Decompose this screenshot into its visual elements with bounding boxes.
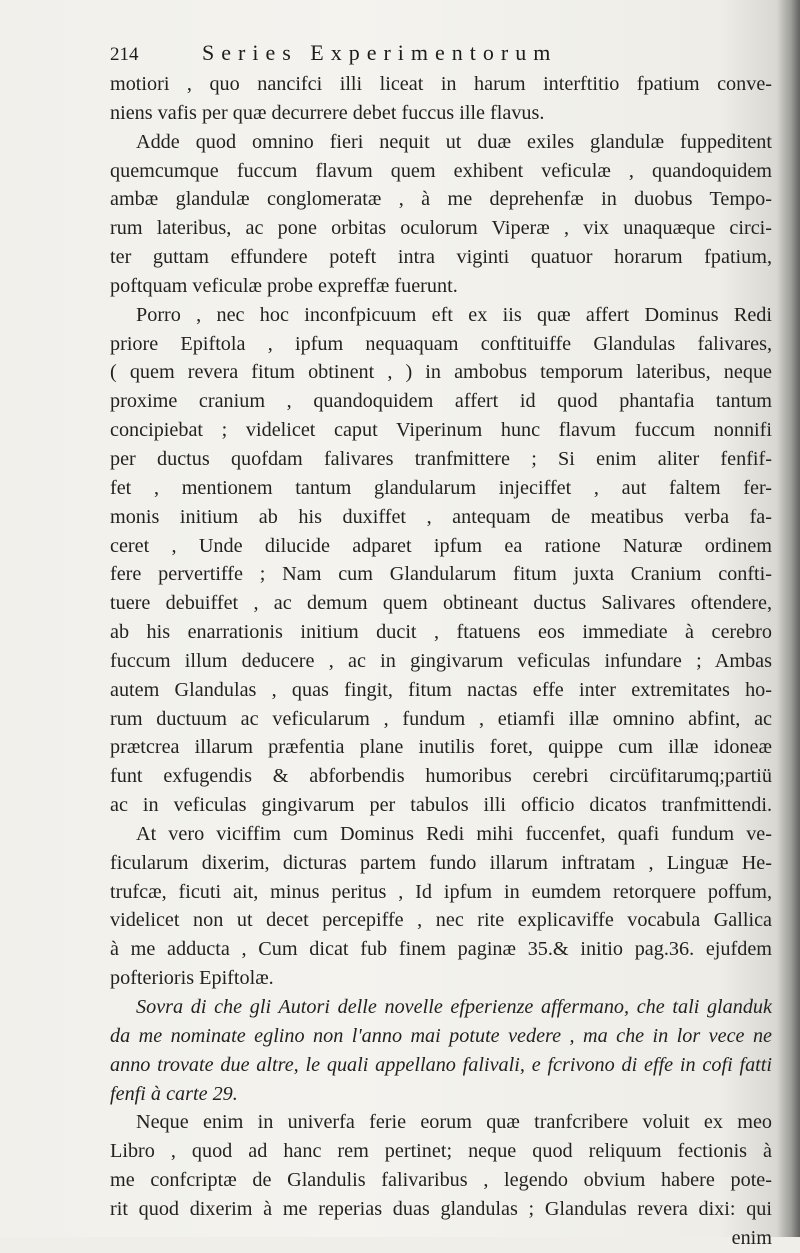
- text-line: rum lateribus, ac pone orbitas oculorum Viperæ , vix unaquæque circi-: [110, 217, 772, 240]
- text-line: funt exfugendis & abforbendis humoribus cerebri circüfitarumq;partiü: [110, 765, 772, 788]
- text-line: à me adducta , Cum dicat fub finem paginæ 35.& initio pag.36. ejufdem: [110, 938, 772, 961]
- text-line: pofterioris Epiftolæ.: [110, 967, 274, 990]
- text-line: motiori , quo nancifci illi liceat in harum interftitio fpatium conve-: [110, 73, 772, 95]
- text-line: prætcrea illarum præfentia plane inutilis foret, quippe cum illæ idoneæ: [110, 736, 772, 759]
- text-line: ab his enarrationis initium ducit , ftatuens eos immediate à cerebro: [110, 621, 772, 644]
- text-line: videlicet non ut decet percepiffe , nec rite explicaviffe vocabula Gallica: [110, 909, 772, 932]
- page-number: 214: [110, 44, 139, 65]
- text-line: ( quem revera fitum obtinent , ) in ambobus temporum lateribus, neque: [110, 361, 772, 384]
- text-line: tuere debuiffet , ac demum quem obtineant ductus Salivares oftendere,: [110, 592, 772, 615]
- running-title: Series Experimentorum: [202, 40, 558, 65]
- text-line: concipiebat ; videlicet caput Viperinum hunc flavum fuccum nonnifi: [110, 419, 772, 442]
- text-line: rit quod dixerim à me reperias duas glandulas ; Glandulas revera dixi: qui: [110, 1197, 772, 1220]
- text-line: trufcæ, ficuti ait, minus peritus , Id ipfum in eumdem retorquere poffum,: [110, 880, 772, 903]
- catchword: enim: [731, 1226, 772, 1249]
- text-line: priore Epiftola , ipfum nequaquam conftituiffe Glandulas falivares,: [110, 332, 772, 355]
- text-line: niens vafis per quæ decurrere debet fuccus ille flavus.: [110, 101, 545, 124]
- text-line: ac in veficulas gingivarum per tabulos illi officio dicatos tranfmittendi.: [110, 794, 772, 817]
- text-line: Adde quod omnino fieri nequit ut duæ exiles glandulæ fuppeditent: [136, 130, 772, 153]
- text-line: ambæ glandulæ conglomeratæ , à me deprehenfæ in duobus Tempo-: [110, 188, 772, 211]
- text-line: Neque enim in univerfa ferie eorum quæ tranfcribere voluit ex meo: [136, 1111, 772, 1134]
- italian-quote-line: da me nominate eglino non l'anno mai potute vedere , ma che in lor vece ne: [110, 1024, 772, 1047]
- text-line: monis initium ab his duxiffet , antequam de meatibus verba fa-: [110, 505, 772, 528]
- body-text: [110, 70, 772, 1253]
- text-line: Porro , nec hoc inconfpicuum eft ex iis quæ affert Dominus Redi: [136, 303, 772, 326]
- italian-quote-line: Sovra di che gli Autori delle novelle efperienze affermano, che tali glanduk: [136, 996, 772, 1018]
- text-line: rum ductuum ac veficularum , fundum , etiamfi illæ omnino abfint, ac: [110, 707, 772, 730]
- page-header: [110, 40, 770, 72]
- italian-quote-line: anno trovate due altre, le quali appellano falivali, e fcrivono di effe in cofi fatti: [110, 1053, 772, 1076]
- text-line: ter guttam effundere poteft intra viginti quatuor horarum fpatium,: [110, 246, 772, 269]
- text-line: me confcriptæ de Glandulis falivaribus , legendo obvium habere pote-: [110, 1169, 772, 1192]
- text-line: fuccum illum deducere , ac in gingivarum veficulas infundare ; Ambas: [110, 649, 772, 672]
- text-line: proxime cranium , quandoquidem affert id quod phantafia tantum: [110, 390, 772, 413]
- text-line: fere pervertiffe ; Nam cum Glandularum fitum juxta Cranium confti-: [110, 563, 772, 586]
- page-edge-shadow: [778, 0, 800, 1237]
- text-line: fet , mentionem tantum glandularum injeciffet , aut faltem fer-: [110, 476, 772, 499]
- text-line: ceret , Unde dilucide adparet ipfum ea ratione Naturæ ordinem: [110, 534, 772, 557]
- text-line: per ductus quofdam falivares tranfmittere ; Si enim aliter fenfif-: [110, 447, 772, 470]
- text-line: autem Glandulas , quas fingit, fitum nactas effe inter extremitates ho-: [110, 678, 772, 701]
- text-line: poftquam veficulæ probe expreffæ fuerunt.: [110, 274, 458, 297]
- text-line: Libro , quod ad hanc rem pertinet; neque quod reliquum fectionis à: [110, 1140, 772, 1163]
- text-line: At vero viciffim cum Dominus Redi mihi fuccenfet, quafi fundum ve-: [136, 822, 772, 845]
- text-line: ficularum dixerim, dicturas partem fundo illarum inftratam , Linguæ He-: [110, 851, 772, 874]
- text-line: quemcumque fuccum flavum quem exhibent veficulæ , quandoquidem: [110, 159, 772, 182]
- italian-quote-line: fenfi à carte 29.: [110, 1082, 238, 1105]
